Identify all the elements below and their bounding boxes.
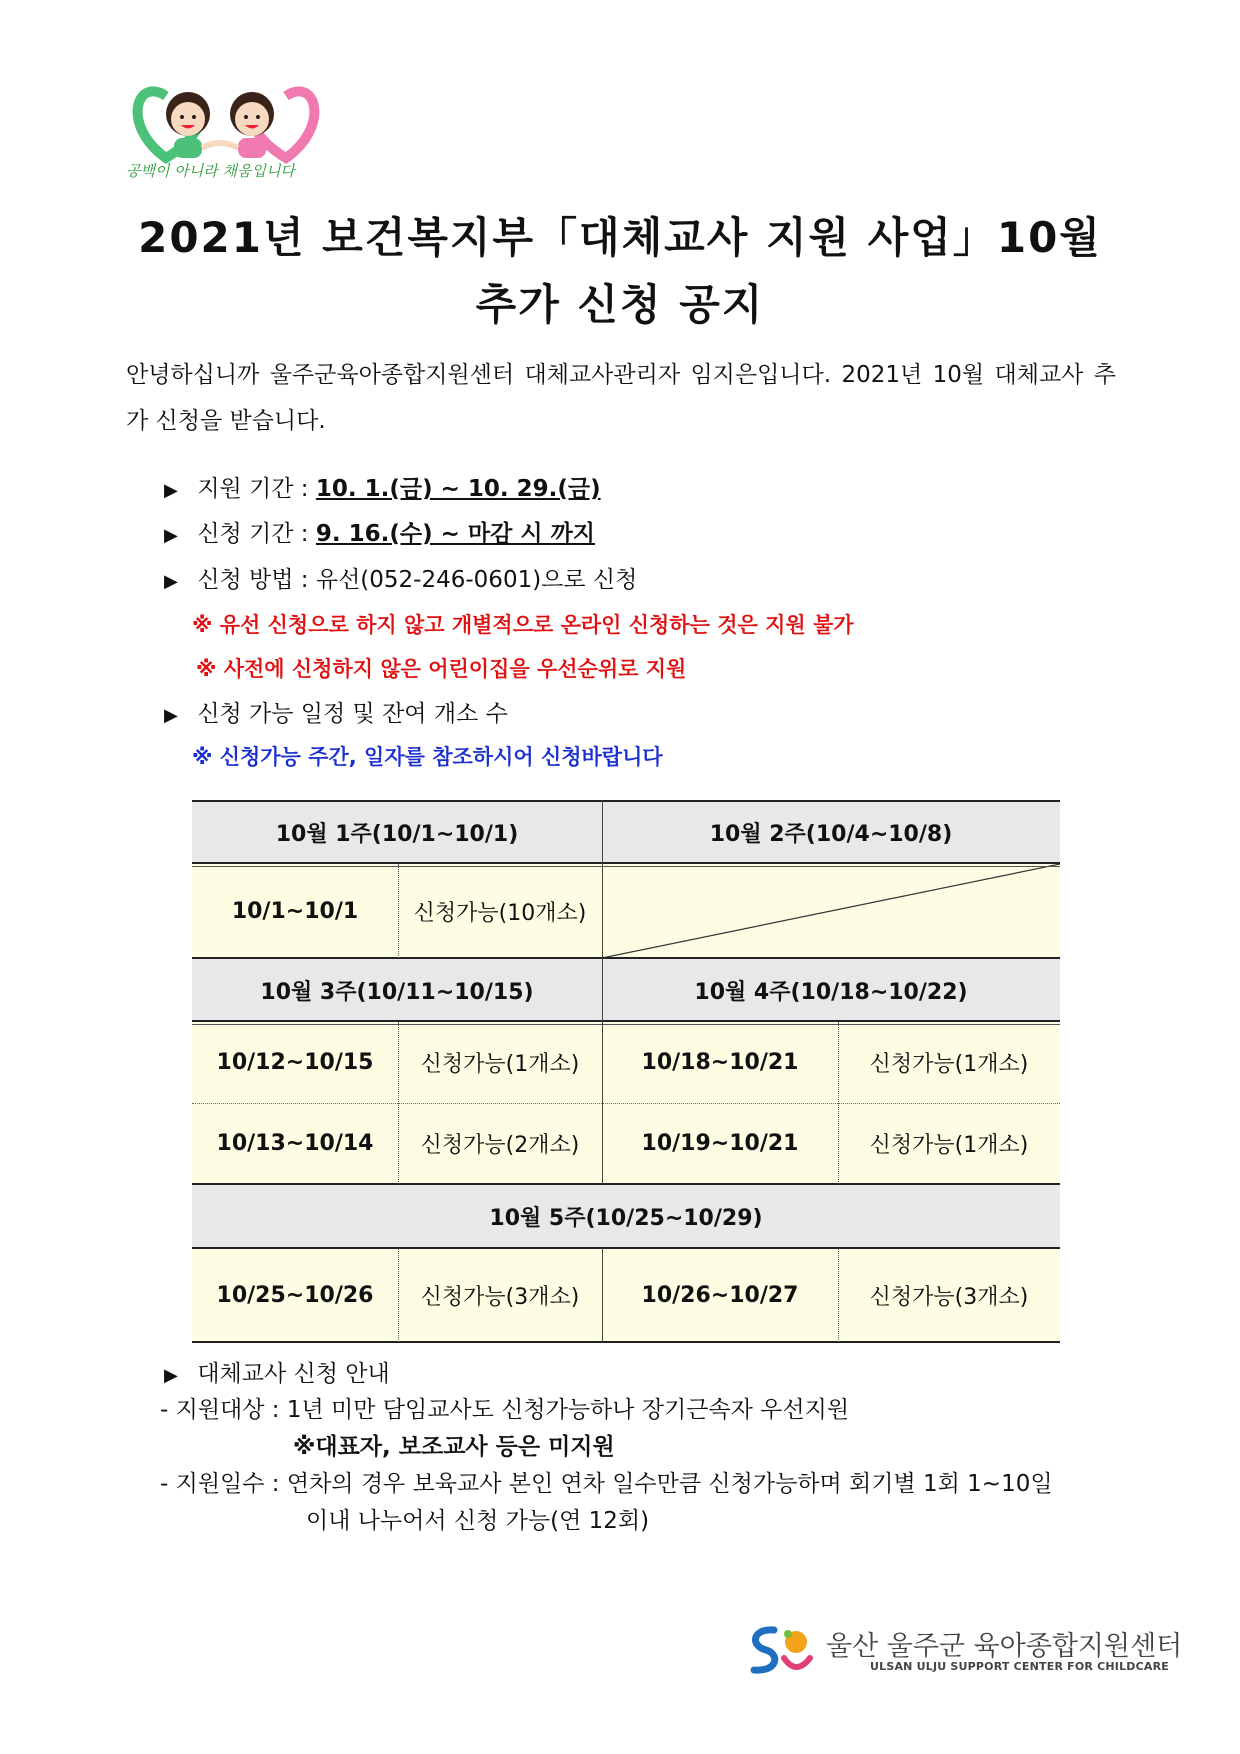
- triangle-bullet-icon: ▶: [164, 705, 178, 726]
- week2-header: 10월 2주(10/4~10/8): [602, 800, 1060, 864]
- week3-row1-date: 10/12~10/15: [192, 1022, 398, 1103]
- schedule-text: 신청 가능 일정 및 잔여 개소 수: [197, 701, 508, 727]
- week5-status-a: 신청가능(3개소): [398, 1248, 602, 1343]
- bullet-guide: [164, 1355, 390, 1388]
- page-title: 2021년 보건복지부「대체교사 지원 사업」10월: [138, 213, 1102, 262]
- week3-header: 10월 3주(10/11~10/15): [192, 958, 602, 1022]
- week4-row1-status: 신청가능(1개소): [838, 1022, 1060, 1103]
- apply-period-label: 신청 기간 :: [197, 521, 316, 547]
- guide-heading: 대체교사 신청 안내: [197, 1361, 390, 1387]
- week1-date: 10/1~10/1: [192, 864, 398, 958]
- schedule-table: [192, 800, 1060, 1343]
- apply-method-text: 신청 방법 : 유선(052-246-0601)으로 신청: [197, 567, 638, 593]
- guide-days-cont: 이내 나누어서 신청 가능(연 12회): [306, 1508, 650, 1534]
- week4-row1-date: 10/18~10/21: [602, 1022, 838, 1103]
- bullet-support-period: [164, 470, 601, 503]
- bullet-apply-method: [164, 561, 637, 594]
- week4-row2-date: 10/19~10/21: [602, 1103, 838, 1184]
- week4-header: 10월 4주(10/18~10/22): [602, 958, 1060, 1022]
- guide-target: - 지원대상 : 1년 미만 담임교사도 신청가능하나 장기근속자 우선지원: [160, 1397, 850, 1423]
- guide-target-note: ※대표자, 보조교사 등은 미지원: [293, 1434, 615, 1460]
- week2-empty-cell: [602, 864, 1060, 958]
- week3-row2-date: 10/13~10/14: [192, 1103, 398, 1184]
- footer-center-english: ULSAN ULJU SUPPORT CENTER FOR CHILDCARE: [870, 1660, 1170, 1673]
- triangle-bullet-icon: ▶: [164, 480, 178, 501]
- intro-paragraph: 안녕하십니까 울주군육아종합지원센터 대체교사관리자 임지은입니다. 2021년 10월 대체교사 추가 신청을 받습니다.: [126, 362, 1116, 434]
- diagonal-slash: [602, 864, 1060, 958]
- week3-row1-status: 신청가능(1개소): [398, 1022, 602, 1103]
- week5-status-b: 신청가능(3개소): [838, 1248, 1060, 1343]
- triangle-bullet-icon: ▶: [164, 525, 178, 546]
- guide-days: - 지원일수 : 연차의 경우 보육교사 본인 연차 일수만큼 신청가능하며 회기별 1회 1~10일: [160, 1471, 1053, 1497]
- support-period-label: 지원 기간 :: [197, 476, 316, 502]
- center-emblem-icon: [744, 1622, 814, 1678]
- week5-date-a: 10/25~10/26: [192, 1248, 398, 1343]
- week4-row2-status: 신청가능(1개소): [838, 1103, 1060, 1184]
- triangle-bullet-icon: ▶: [164, 1365, 178, 1386]
- support-period-value: 10. 1.(금) ~ 10. 29.(금): [315, 476, 601, 502]
- footer-center-name: 울산 울주군 육아종합지원센터: [826, 1631, 1183, 1662]
- week5-date-b: 10/26~10/27: [602, 1248, 838, 1343]
- week5-header: 10월 5주(10/25~10/29): [192, 1184, 1060, 1248]
- note-priority: ※ 사전에 신청하지 않은 어린이집을 우선순위로 지원: [196, 657, 687, 681]
- week1-header: 10월 1주(10/1~10/1): [192, 800, 602, 864]
- week3-row2-status: 신청가능(2개소): [398, 1103, 602, 1184]
- triangle-bullet-icon: ▶: [164, 571, 178, 592]
- week1-status: 신청가능(10개소): [398, 864, 602, 958]
- logo-caption: 공백이 아니라 채움입니다: [126, 162, 295, 180]
- bullet-apply-period: [164, 515, 595, 548]
- note-refer-schedule: ※ 신청가능 주간, 일자를 참조하시어 신청바랍니다: [192, 745, 663, 769]
- note-online-not-allowed: ※ 유선 신청으로 하지 않고 개별적으로 온라인 신청하는 것은 지원 불가: [192, 613, 854, 637]
- bullet-schedule: [164, 695, 508, 728]
- page-subtitle: 추가 신청 공지: [475, 280, 765, 329]
- apply-period-value: 9. 16.(수) ~ 마감 시 까지: [315, 521, 595, 547]
